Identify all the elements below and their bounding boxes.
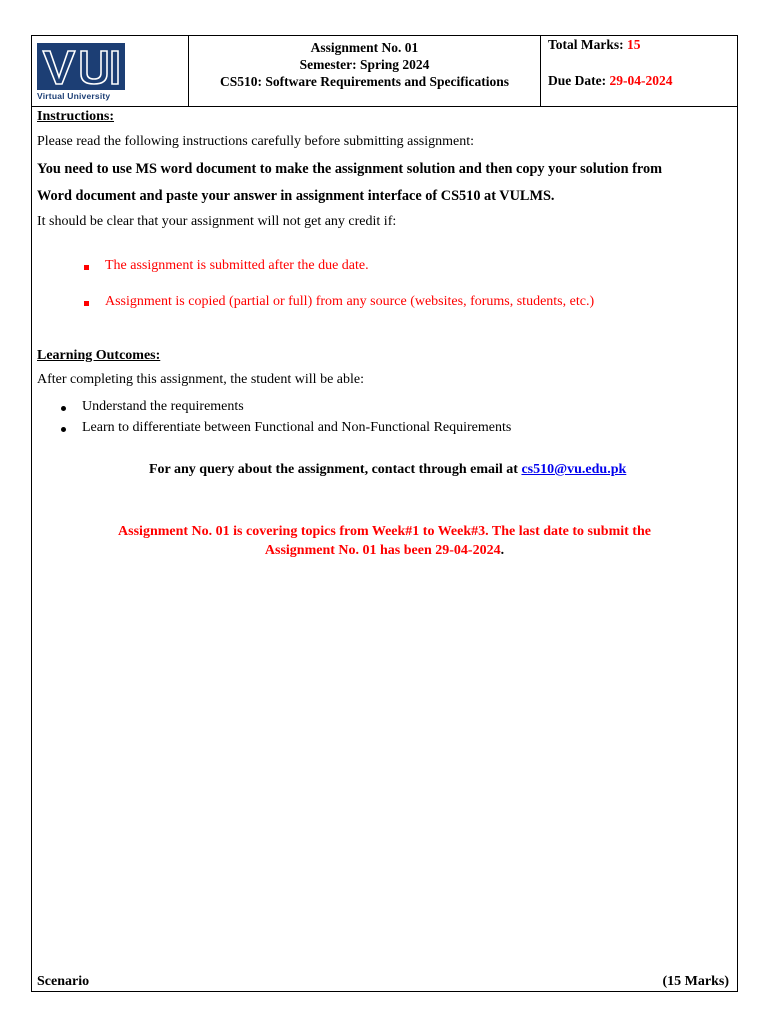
- scenario-label: Scenario: [37, 974, 90, 989]
- deadline-notice: [37, 522, 732, 560]
- assignment-title-cell: [189, 36, 541, 106]
- document-page: [31, 35, 738, 992]
- marks-date-cell: [541, 36, 737, 106]
- scenario-marks: (15 Marks): [662, 974, 729, 989]
- deadline-notice-line-1: Assignment No. 01 is covering topics from Week#1 to Week#3. The last date to submit the: [118, 524, 651, 539]
- red-square-bullet-icon: [84, 301, 89, 306]
- red-square-bullet-icon: [84, 265, 89, 270]
- learning-outcomes-intro: After completing this assignment, the student will be able:: [37, 372, 364, 387]
- instructions-intro: Please read the following instructions carefully before submitting assignment:: [37, 134, 475, 149]
- university-logo: [37, 43, 125, 101]
- vu-logo-icon: [37, 43, 125, 90]
- instructions-bold-line-2: Word document and paste your answer in assignment interface of CS510 at VULMS.: [37, 188, 555, 204]
- learning-outcomes-heading: Learning Outcomes:: [37, 348, 161, 363]
- instruction-bullet: The assignment is submitted after the due date.: [105, 258, 369, 273]
- credit-condition-line: It should be clear that your assignment will not get any credit if:: [37, 214, 397, 229]
- contact-text: For any query about the assignment, contact through email at: [149, 462, 518, 477]
- deadline-notice-date-text: Assignment No. 01 has been 29-04-2024: [264, 543, 501, 558]
- instruction-bullet: Assignment is copied (partial or full) from any source (websites, forums, students, etc.): [105, 294, 595, 309]
- due-date-label: Due Date:: [548, 73, 607, 88]
- instructions-heading: Instructions:: [37, 109, 115, 124]
- contact-email-link[interactable]: cs510@vu.edu.pk: [521, 462, 627, 477]
- logo-wordmark: Virtual University: [37, 91, 111, 101]
- instructions-bold-line-1: You need to use MS word document to make the assignment solution and then copy your solution from: [37, 161, 663, 177]
- contact-line: [149, 462, 626, 478]
- assignment-title: Assignment No. 01: [310, 40, 419, 55]
- semester-label: Semester: Spring 2024: [299, 57, 430, 72]
- logo-cell: [32, 36, 189, 106]
- deadline-notice-period: .: [500, 543, 505, 558]
- total-marks-value: 15: [627, 37, 641, 52]
- bullet-dot-icon: [61, 427, 66, 432]
- bullet-dot-icon: [61, 406, 66, 411]
- course-title: CS510: Software Requirements and Specifications: [220, 74, 509, 89]
- total-marks: [548, 37, 641, 53]
- deadline-notice-line-2: [37, 541, 732, 560]
- due-date: [548, 73, 672, 89]
- due-date-value: 29-04-2024: [609, 73, 673, 88]
- assignment-header-table: [32, 36, 737, 107]
- total-marks-label: Total Marks:: [548, 37, 624, 52]
- learning-outcome-item: Understand the requirements: [82, 399, 244, 414]
- vu-logo-mark: [37, 43, 125, 90]
- learning-outcome-item: Learn to differentiate between Functional and Non-Functional Requirements: [82, 420, 512, 435]
